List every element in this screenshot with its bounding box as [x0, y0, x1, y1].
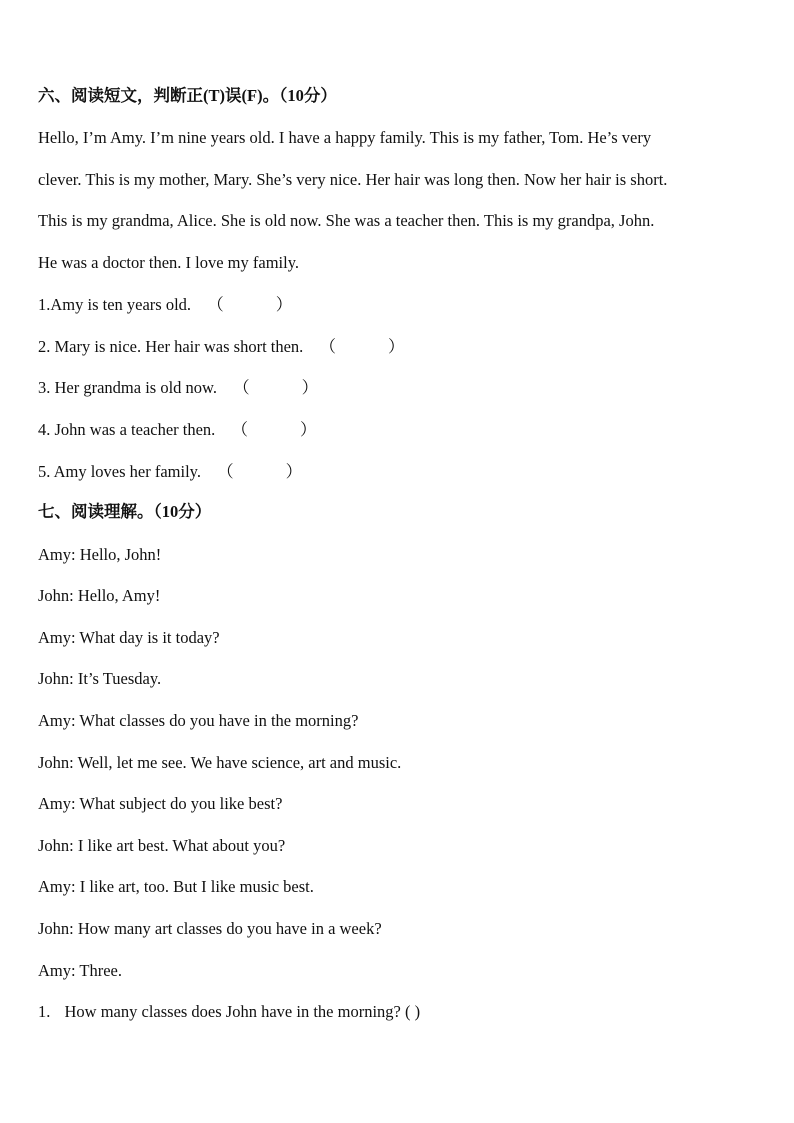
tf-question-1	[38, 295, 292, 315]
comprehension-question-1	[38, 1002, 420, 1022]
question-text: How many classes does John have in the morning? ( )	[64, 1002, 421, 1021]
question-text: 2. Mary is nice. Her hair was short then.	[38, 337, 304, 356]
question-text: 5. Amy loves her family.	[38, 462, 201, 481]
dialogue-line: Amy: What subject do you like best?	[38, 794, 283, 813]
answer-open-paren: （	[319, 337, 336, 356]
dialogue-line: John: Well, let me see. We have science, art and music.	[38, 753, 402, 772]
question-text: 1.Amy is ten years old.	[38, 295, 192, 314]
answer-close-paren: ）	[301, 378, 319, 397]
question-text: 4. John was a teacher then.	[38, 420, 216, 439]
answer-close-paren: ）	[387, 337, 405, 356]
passage-line: He was a doctor then. I love my family.	[38, 253, 300, 272]
dialogue-line: John: I like art best. What about you?	[38, 836, 286, 855]
passage-line: This is my grandma, Alice. She is old now. She was a teacher then. This is my grandpa, John.	[38, 211, 655, 230]
passage-line: clever. This is my mother, Mary. She’s very nice. Her hair was long then. Now her hair is short.	[38, 170, 668, 189]
answer-open-paren: （	[217, 462, 234, 481]
answer-open-paren: （	[207, 295, 224, 314]
answer-open-paren: （	[233, 378, 250, 397]
answer-close-paren: ）	[285, 462, 303, 481]
dialogue-line: Amy: Three.	[38, 961, 123, 980]
tf-question-3	[38, 378, 318, 398]
dialogue-line: Amy: What day is it today?	[38, 628, 220, 647]
section-6-heading: 六、阅读短文，判断正(T)误(F)。（10分）	[38, 86, 337, 105]
answer-close-paren: ）	[275, 295, 293, 314]
dialogue-line: Amy: Hello, John!	[38, 545, 162, 564]
dialogue-line: John: It’s Tuesday.	[38, 669, 162, 688]
dialogue-line: Amy: What classes do you have in the morning?	[38, 711, 359, 730]
dialogue-line: John: Hello, Amy!	[38, 586, 161, 605]
tf-question-2	[38, 337, 404, 357]
dialogue-line: Amy: I like art, too. But I like music best.	[38, 877, 314, 896]
answer-close-paren: ）	[299, 420, 317, 439]
question-text: 3. Her grandma is old now.	[38, 378, 218, 397]
dialogue-line: John: How many art classes do you have in a week?	[38, 919, 382, 938]
answer-open-paren: （	[231, 420, 248, 439]
passage-line: Hello, I’m Amy. I’m nine years old. I have a happy family. This is my father, Tom. He’s very	[38, 128, 652, 147]
question-number: 1.	[38, 1002, 51, 1021]
tf-question-5	[38, 462, 302, 482]
tf-question-4	[38, 420, 316, 440]
section-7-heading: 七、阅读理解。（10分）	[38, 502, 212, 521]
